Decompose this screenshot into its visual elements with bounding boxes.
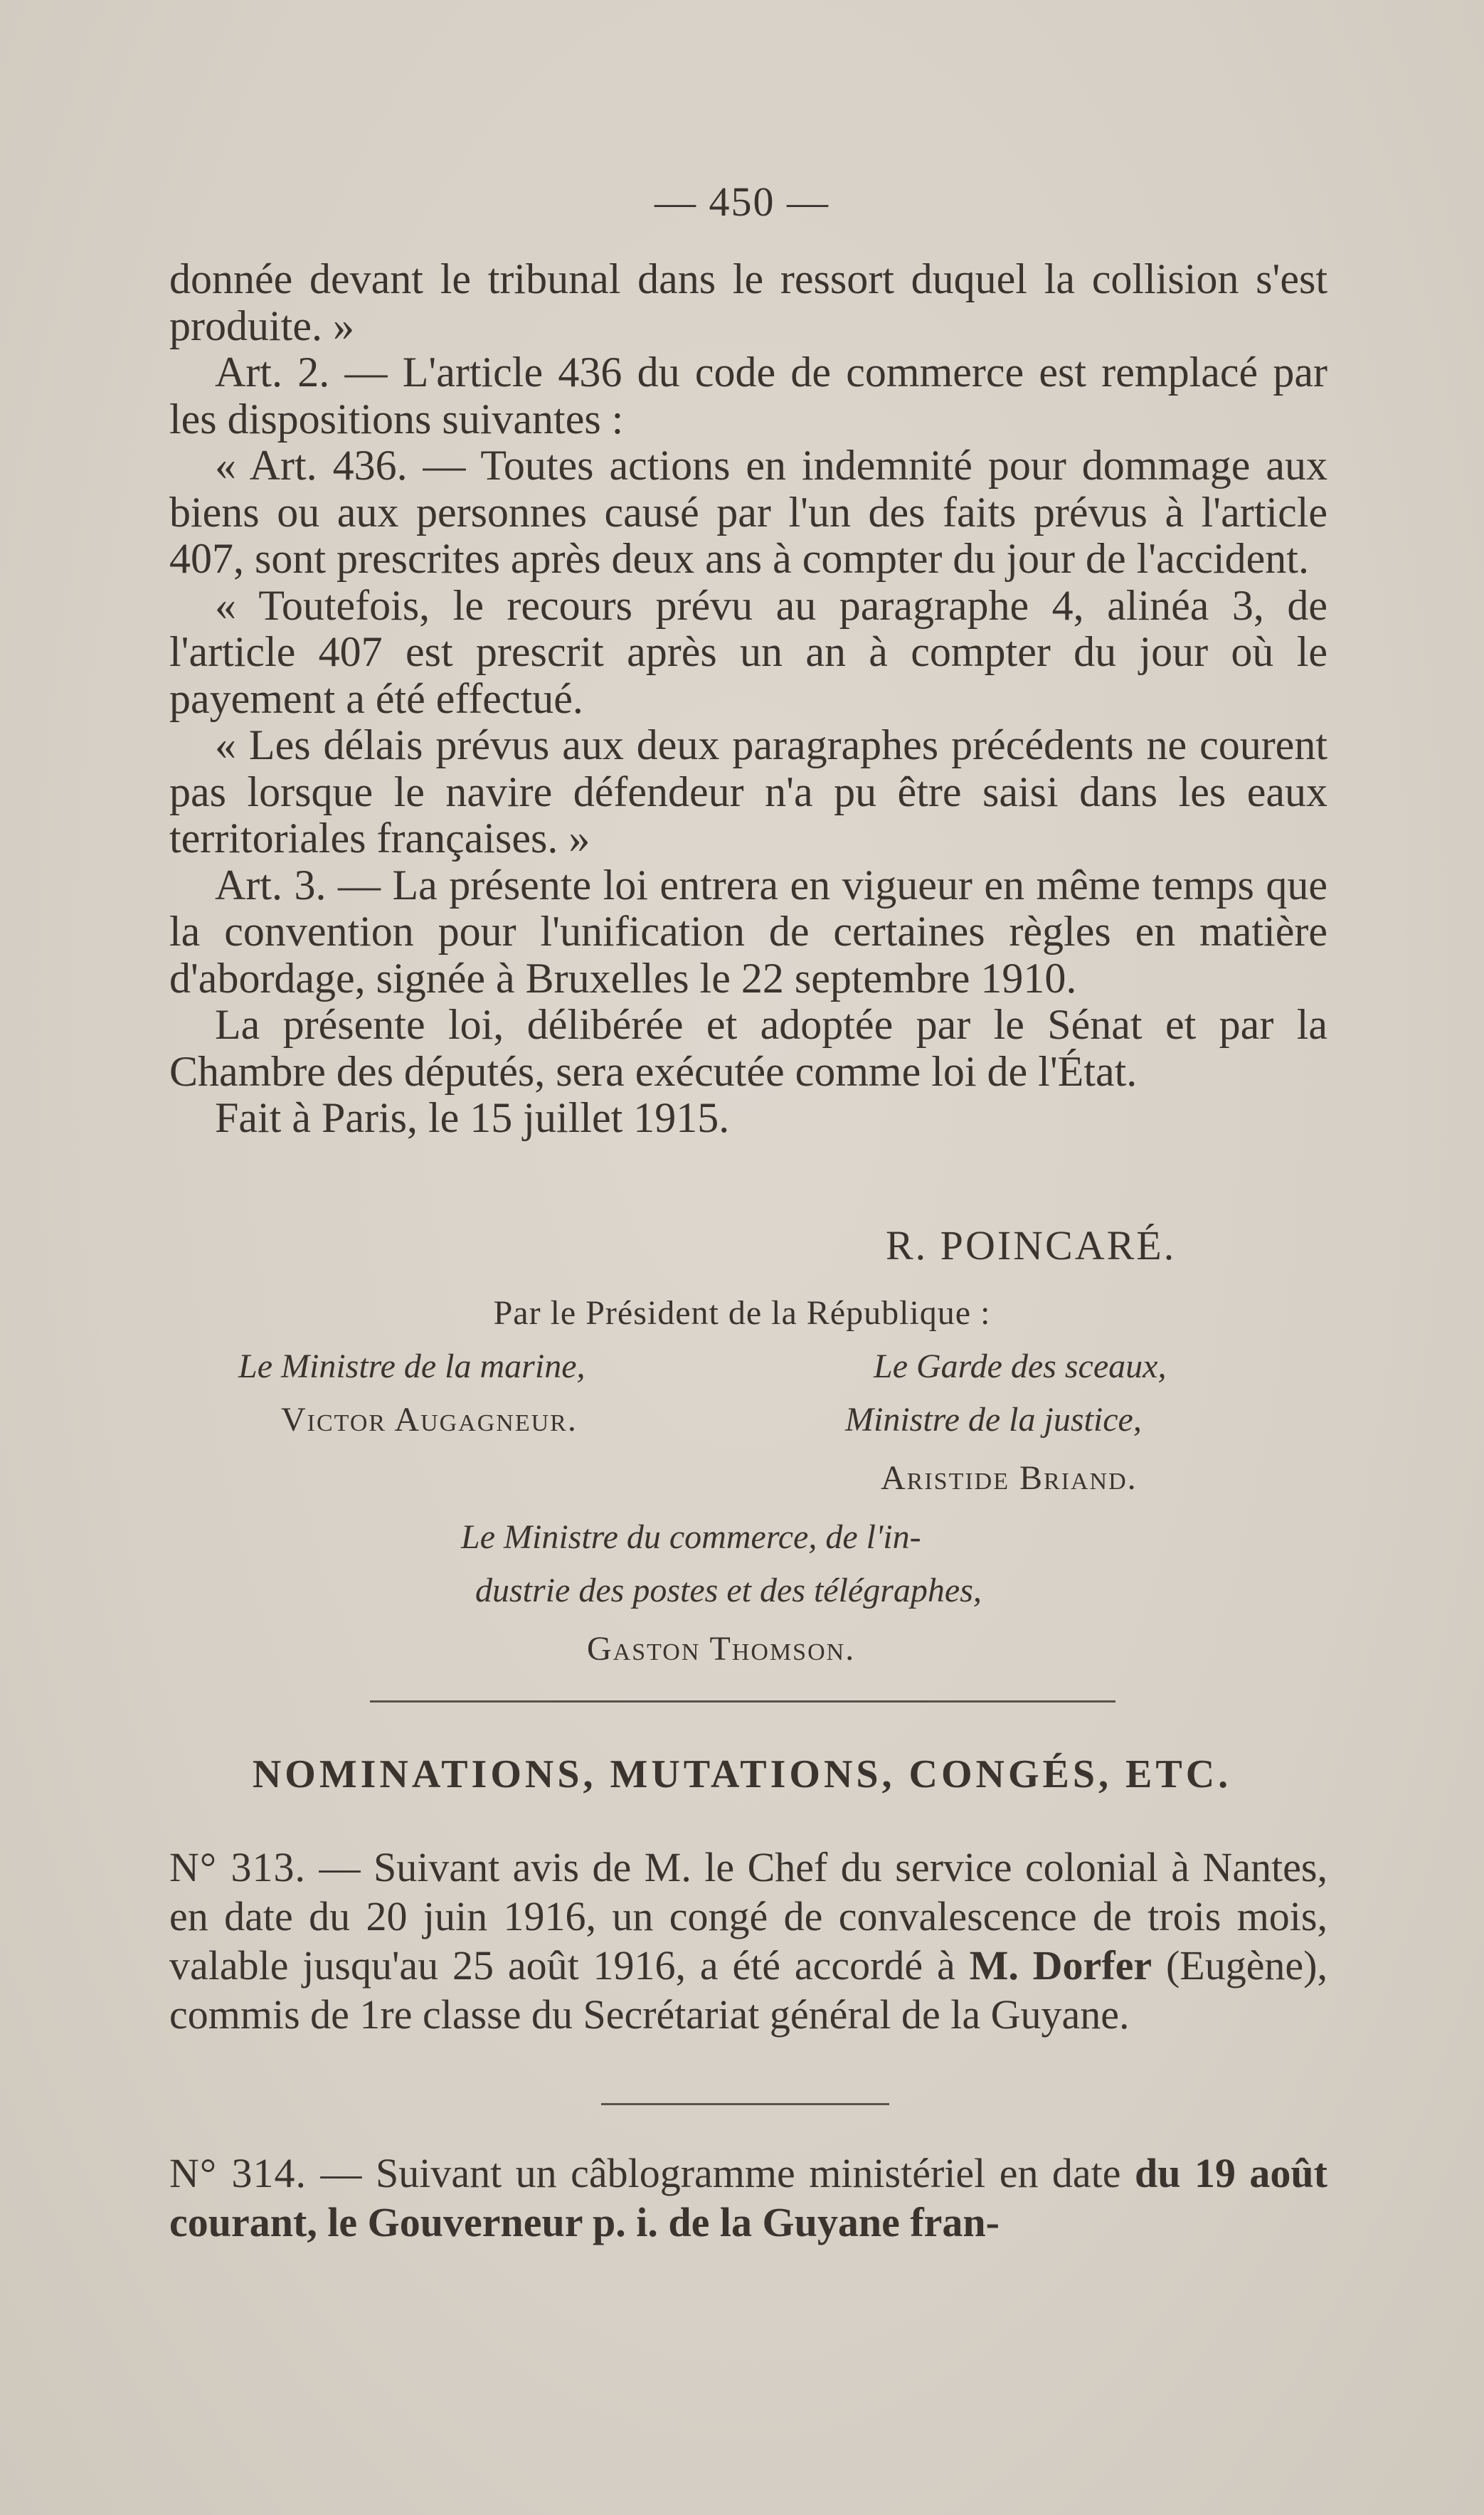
par-le-president-line: Par le Président de la République : (493, 1294, 991, 1332)
president-signature: R. POINCARÉ. (886, 1222, 1177, 1269)
paragraph-article-436: « Art. 436. — Toutes actions en indemnité pour dommage aux biens ou aux personnes causé par l'un des faits prévus à l'article 407, sont prescrites après deux ans à compter du jour de l'accident. (169, 442, 1327, 582)
paragraph-toutefois: « Toutefois, le recours prévu au paragraphe 4, alinéa 3, de l'article 407 est prescrit après un an à compter du jour où le payement a été effectué. (169, 581, 1327, 722)
commerce-minister-title-1: Le Ministre du commerce, de l'in- (461, 1518, 921, 1556)
entry-313-person: M. Dorfer (969, 1942, 1152, 1989)
marine-minister-title: Le Ministre de la marine, (238, 1347, 585, 1385)
paragraph-continuation: donnée devant le tribunal dans le ressort duquel la collision s'est produite. » (169, 255, 1327, 349)
commerce-minister-name: Gaston Thomson. (587, 1630, 856, 1668)
entry-313-text-1: — Suivant avis de M. le Chef du service colonial à Nantes, en date du 20 juin 1916, un congé de convalescence de trois mois, valable jusqu'au 25 août 1916, a été accordé à (169, 1844, 1327, 1989)
entry-314-number: N° 314. (169, 2150, 307, 2196)
entry-314-text-bold: du 19 août courant, le Gouverneur p. i. de la Guyane fran- (169, 2150, 1327, 2245)
page-number: — 450 — (654, 179, 830, 225)
justice-minister-title-2: Ministre de la justice, (845, 1401, 1142, 1439)
justice-minister-name: Aristide Briand. (881, 1459, 1138, 1497)
entry-314 (169, 2149, 1327, 2247)
paragraph-delais: « Les délais prévus aux deux paragraphes précédents ne courent pas lorsque le navire défendeur n'a pu être saisi dans les eaux territoriales françaises. » (169, 721, 1327, 862)
section-title: NOMINATIONS, MUTATIONS, CONGÉS, ETC. (252, 1752, 1232, 1796)
justice-minister-title-1: Le Garde des sceaux, (874, 1347, 1167, 1385)
paragraph-article-3: Art. 3. — La présente loi entrera en vigueur en même temps que la convention pour l'unification de certaines règles en matière d'abordage, signée à Bruxelles le 22 septembre 1910. (169, 861, 1327, 1002)
entry-314-text-1: — Suivant un câblogramme ministériel en date (307, 2150, 1135, 2196)
section-divider (370, 1700, 1115, 1703)
entry-divider (601, 2103, 889, 2105)
commerce-minister-title-2: dustrie des postes et des télégraphes, (475, 1572, 982, 1609)
paragraph-fait-a-paris: Fait à Paris, le 15 juillet 1915. (215, 1094, 730, 1141)
marine-minister-name: Victor Augagneur. (281, 1401, 578, 1439)
entry-313-number: N° 313. (169, 1844, 307, 1890)
entry-313 (169, 1843, 1327, 2039)
paragraph-presente-loi: La présente loi, délibérée et adoptée par le Sénat et par la Chambre des députés, sera exécutée comme loi de l'État. (169, 1001, 1327, 1095)
law-text-body (169, 256, 1327, 1142)
entry-313-text-2: (Eugène), commis de 1re classe du Secrétariat général de la Guyane. (169, 1942, 1327, 2038)
paragraph-article-2: Art. 2. — L'article 436 du code de commerce est remplacé par les dispositions suivantes : (169, 349, 1327, 443)
